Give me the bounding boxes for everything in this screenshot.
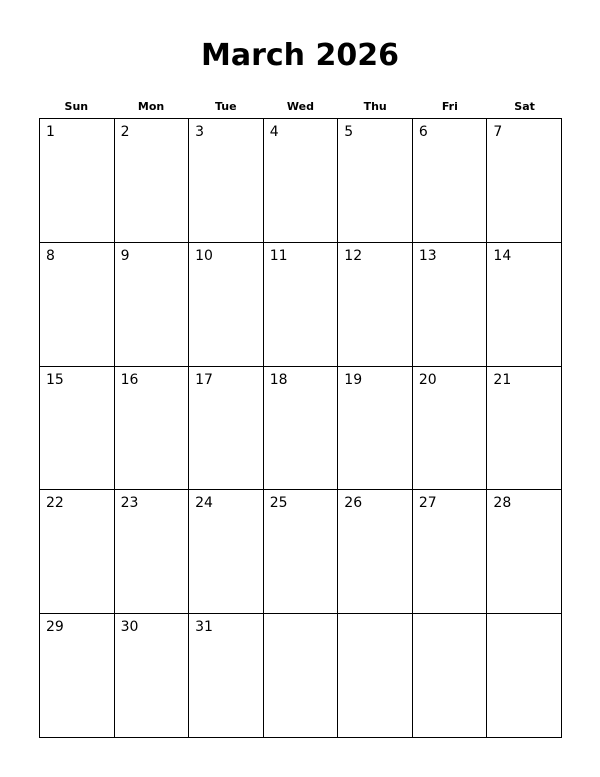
day-cell bbox=[189, 614, 264, 738]
day-number: 19 bbox=[344, 371, 363, 388]
weekday-thu: Thu bbox=[363, 100, 387, 113]
day-cell bbox=[264, 243, 339, 367]
day-cell bbox=[413, 367, 488, 491]
day-cell bbox=[40, 119, 115, 243]
weekday-wed: Wed bbox=[286, 100, 314, 113]
day-cell bbox=[115, 243, 190, 367]
day-number: 9 bbox=[120, 247, 130, 264]
day-cell bbox=[189, 490, 264, 614]
day-number: 17 bbox=[195, 371, 213, 388]
day-number: 2 bbox=[120, 124, 130, 140]
calendar-grid bbox=[39, 118, 562, 738]
day-number: 4 bbox=[269, 124, 279, 140]
day-cell bbox=[487, 614, 562, 738]
day-cell bbox=[115, 490, 190, 614]
day-number: 28 bbox=[493, 495, 512, 512]
day-number: 27 bbox=[418, 495, 437, 512]
day-cell bbox=[413, 614, 488, 738]
day-cell bbox=[115, 614, 190, 738]
day-number: 13 bbox=[418, 247, 437, 264]
day-number: 3 bbox=[195, 124, 205, 140]
day-number: 23 bbox=[120, 495, 139, 512]
day-cell bbox=[487, 490, 562, 614]
day-number: 7 bbox=[493, 124, 503, 140]
day-number: 12 bbox=[344, 247, 363, 264]
day-number: 20 bbox=[418, 371, 437, 388]
weekday-mon: Mon bbox=[137, 100, 165, 113]
day-number: 11 bbox=[269, 247, 288, 264]
day-cell bbox=[413, 490, 488, 614]
day-number: 29 bbox=[46, 619, 64, 636]
day-number: 16 bbox=[120, 371, 139, 388]
day-cell bbox=[189, 119, 264, 243]
weekday-sat: Sat bbox=[514, 100, 535, 113]
day-cell bbox=[338, 490, 413, 614]
day-number: 22 bbox=[46, 495, 64, 512]
day-number: 30 bbox=[120, 619, 139, 636]
day-number: 5 bbox=[344, 124, 354, 140]
day-cell bbox=[40, 490, 115, 614]
day-cell bbox=[264, 119, 339, 243]
day-cell bbox=[189, 367, 264, 491]
day-cell bbox=[338, 614, 413, 738]
day-number: 6 bbox=[418, 124, 428, 140]
weekday-sun: Sun bbox=[64, 100, 89, 113]
day-number: 24 bbox=[195, 495, 213, 512]
weekday-fri: Fri bbox=[441, 100, 458, 113]
day-cell bbox=[40, 367, 115, 491]
day-cell bbox=[40, 243, 115, 367]
day-cell bbox=[189, 243, 264, 367]
day-cell bbox=[487, 243, 562, 367]
day-number: 14 bbox=[493, 247, 512, 264]
day-number: 21 bbox=[493, 371, 512, 388]
day-number: 10 bbox=[195, 247, 213, 264]
calendar-title: March 2026 bbox=[201, 38, 399, 73]
day-number: 15 bbox=[46, 371, 64, 388]
day-number: 1 bbox=[46, 124, 55, 140]
day-cell bbox=[264, 490, 339, 614]
day-cell bbox=[264, 367, 339, 491]
day-cell bbox=[115, 119, 190, 243]
day-cell bbox=[487, 367, 562, 491]
day-cell bbox=[338, 243, 413, 367]
day-cell bbox=[413, 119, 488, 243]
weekday-tue: Tue bbox=[214, 100, 237, 113]
day-number: 8 bbox=[46, 247, 55, 264]
weekday-header bbox=[39, 98, 562, 116]
day-number: 31 bbox=[195, 619, 213, 636]
day-number: 26 bbox=[344, 495, 363, 512]
day-cell bbox=[115, 367, 190, 491]
day-number: 25 bbox=[269, 495, 288, 512]
day-cell bbox=[338, 367, 413, 491]
day-cell bbox=[338, 119, 413, 243]
day-number: 18 bbox=[269, 371, 288, 388]
day-cell bbox=[487, 119, 562, 243]
day-cell bbox=[264, 614, 339, 738]
day-cell bbox=[40, 614, 115, 738]
day-cell bbox=[413, 243, 488, 367]
